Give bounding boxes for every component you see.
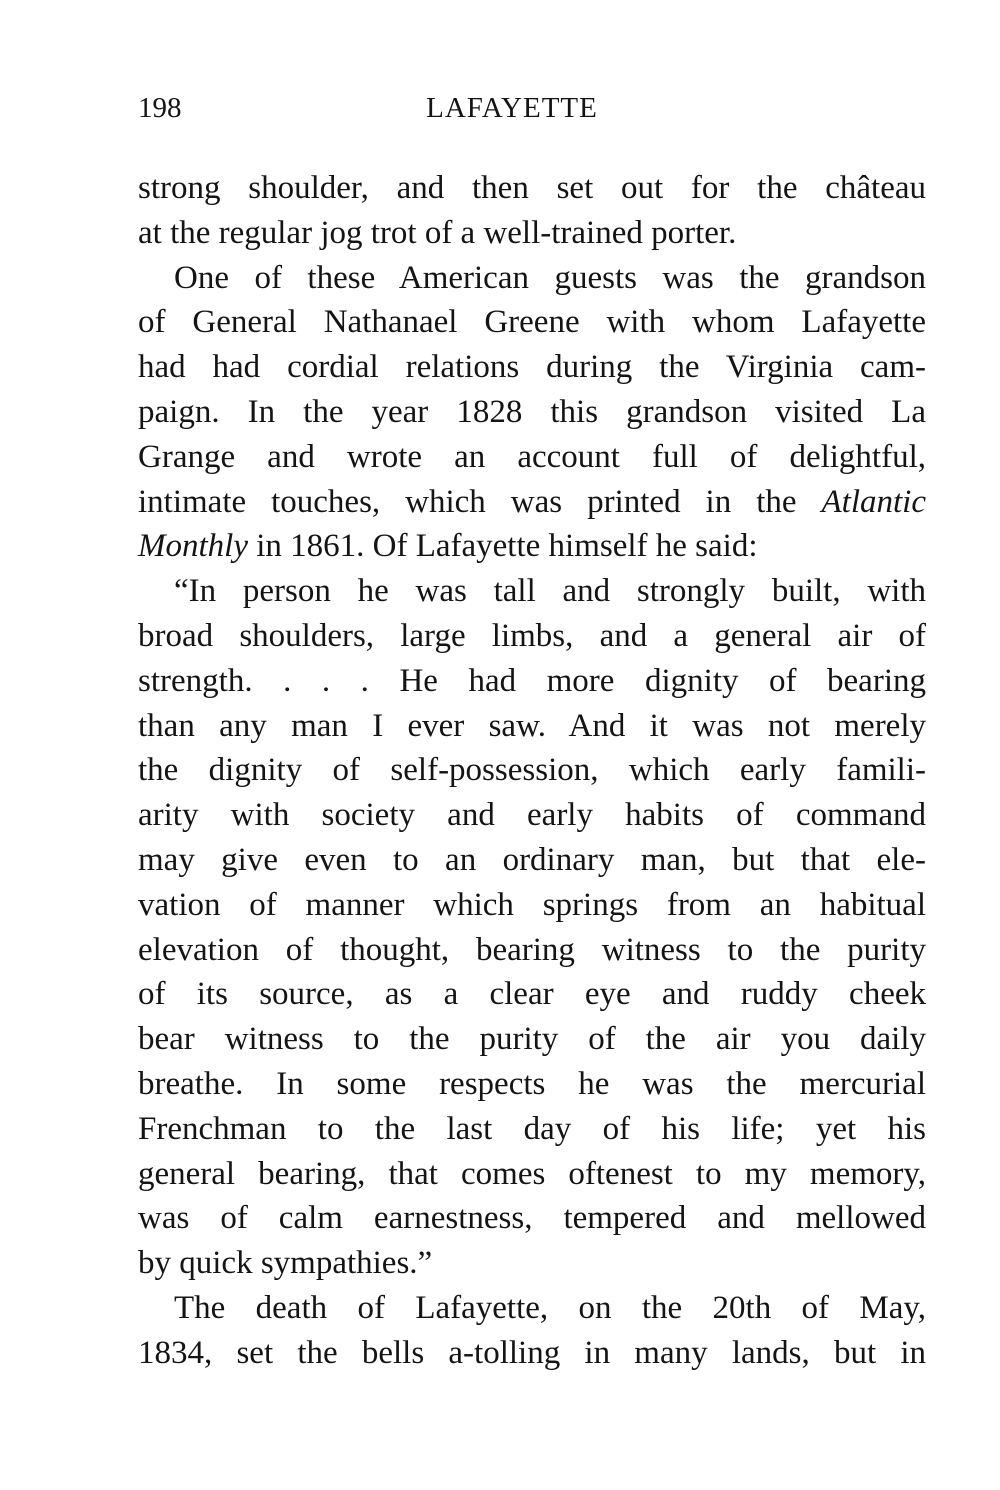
- text-line: elevation of thought, bearing witness to the purity: [138, 931, 926, 968]
- page-number: 198: [138, 92, 182, 124]
- text-line: [138, 524, 926, 569]
- text-line: One of these American guests was the grandson: [174, 259, 926, 296]
- magazine-title-italic: Monthly: [138, 528, 248, 565]
- text-line: paign. In the year 1828 this grandson visited La: [138, 393, 926, 430]
- text-line: strength. . . . He had more dignity of bearing: [138, 662, 926, 699]
- text-line: may give even to an ordinary man, but that ele-: [138, 841, 926, 878]
- text-line: vation of manner which springs from an habitual: [138, 886, 926, 923]
- text-line: broad shoulders, large limbs, and a general air of: [138, 617, 926, 654]
- text-line: general bearing, that comes oftenest to my memory,: [138, 1155, 926, 1192]
- text-line: The death of Lafayette, on the 20th of May,: [174, 1289, 926, 1326]
- text-line: by quick sympathies.”: [138, 1245, 433, 1282]
- text-line: breathe. In some respects he was the mercurial: [138, 1065, 926, 1102]
- line-segment: intimate touches, which was printed in the: [138, 483, 822, 520]
- running-head: [138, 88, 926, 128]
- text-line: 1834, set the bells a-tolling in many lands, but in: [138, 1334, 926, 1371]
- text-line: of General Nathanael Greene with whom Lafayette: [138, 304, 926, 341]
- body-text: [138, 166, 926, 1376]
- text-line: the dignity of self-possession, which early famili-: [138, 752, 926, 789]
- text-line: than any man I ever saw. And it was not merely: [138, 707, 926, 744]
- text-line: was of calm earnestness, tempered and mellowed: [138, 1200, 926, 1237]
- text-line: Frenchman to the last day of his life; yet his: [138, 1110, 926, 1147]
- text-line: at the regular jog trot of a well-trained porter.: [138, 214, 737, 251]
- magazine-title-italic: Atlantic: [821, 483, 926, 520]
- text-line: of its source, as a clear eye and ruddy cheek: [138, 976, 926, 1013]
- text-line: strong shoulder, and then set out for the château: [138, 170, 926, 206]
- line-segment: in 1861. Of Lafayette himself he said:: [247, 528, 758, 565]
- text-line: [138, 480, 926, 525]
- text-line: Grange and wrote an account full of delightful,: [138, 438, 926, 475]
- running-title: LAFAYETTE: [426, 92, 598, 124]
- text-line: bear witness to the purity of the air you daily: [138, 1021, 926, 1058]
- text-line: had had cordial relations during the Virginia cam-: [138, 349, 926, 386]
- text-line: arity with society and early habits of command: [138, 797, 926, 834]
- text-line: “In person he was tall and strongly built, with: [174, 573, 926, 610]
